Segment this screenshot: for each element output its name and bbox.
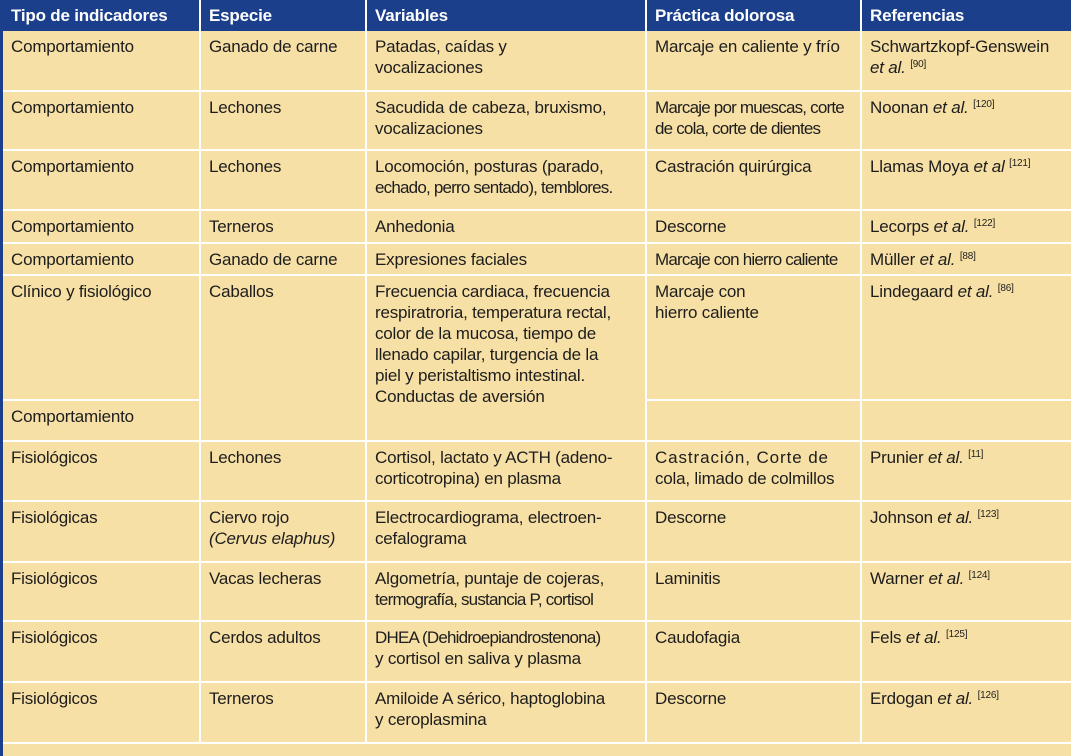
ref-number: [120] — [973, 99, 995, 110]
table-row — [3, 210, 1071, 243]
ref-etal: et al. — [919, 250, 956, 269]
cell-tipo: Fisiológicos — [3, 621, 200, 682]
cell-variables — [366, 501, 646, 562]
header-especie: Especie — [200, 0, 366, 31]
variables-line: Sacudida de cabeza, bruxismo, — [375, 98, 607, 117]
ref-etal: et al. — [927, 448, 964, 467]
variables-line: cefalograma — [375, 529, 467, 548]
ref-author: Lindegaard — [870, 282, 954, 301]
cell-practica: Marcaje en caliente y frío — [646, 31, 861, 91]
variables-line: Amiloide A sérico, haptoglobina — [375, 689, 606, 708]
variables-line: vocalizaciones — [375, 58, 483, 77]
cell-practica — [646, 441, 861, 501]
cell-variables: Expresiones faciales — [366, 243, 646, 275]
ref-etal: et al. — [928, 569, 965, 588]
ref-number: [126] — [977, 690, 999, 701]
variables-line: Locomoción, posturas (parado, — [375, 157, 604, 176]
cell-practica: Descorne — [646, 501, 861, 562]
variables-line: Patadas, caídas y — [375, 37, 507, 56]
variables-line: piel y peristaltismo intestinal. — [375, 366, 585, 385]
variables-line: Algometría, puntaje de cojeras, — [375, 569, 605, 588]
table-row — [3, 562, 1071, 621]
cell-practica — [646, 275, 861, 400]
variables-line: Cortisol, lactato y ACTH (adeno- — [375, 448, 613, 467]
practica-line: Marcaje por muescas, corte — [655, 98, 844, 117]
cell-tipo: Comportamiento — [3, 31, 200, 91]
practica-line: Castración, Corte de — [655, 448, 829, 467]
cell-referencia — [861, 441, 1071, 501]
header-variables: Variables — [366, 0, 646, 31]
especie-line: (Cervus elaphus) — [209, 529, 336, 548]
cell-practica — [646, 400, 861, 441]
cell-especie: Lechones — [200, 441, 366, 501]
cell-tipo: Fisiológicos — [3, 441, 200, 501]
cell-tipo: Comportamiento — [3, 243, 200, 275]
cell-practica: Descorne — [646, 682, 861, 743]
cell-referencia — [861, 621, 1071, 682]
ref-etal: et al. — [933, 217, 970, 236]
table-row — [3, 150, 1071, 210]
cell-referencia — [861, 210, 1071, 243]
ref-author: Müller — [870, 250, 916, 269]
cell-variables — [366, 441, 646, 501]
cell-tipo: Fisiológicos — [3, 682, 200, 743]
header-referencias: Referencias — [861, 0, 1071, 31]
cell-variables — [366, 682, 646, 743]
cell-practica — [646, 91, 861, 150]
cell-referencia — [861, 243, 1071, 275]
cell-tipo: Comportamiento — [3, 210, 200, 243]
table-row — [3, 243, 1071, 275]
cell-referencia — [861, 275, 1071, 400]
cell-especie: Ganado de carne — [200, 31, 366, 91]
ref-number: [122] — [973, 218, 996, 229]
cell-tipo: Comportamiento — [3, 91, 200, 150]
ref-author: Erdogan — [870, 689, 933, 708]
practica-line: hierro caliente — [655, 303, 759, 322]
table-row — [3, 91, 1071, 150]
cell-especie: Terneros — [200, 210, 366, 243]
ref-author: Prunier — [870, 448, 924, 467]
especie-line: Ciervo rojo — [209, 508, 289, 527]
cell-variables — [366, 562, 646, 621]
cell-referencia — [861, 91, 1071, 150]
cell-referencia — [861, 150, 1071, 210]
ref-number: [124] — [968, 570, 990, 581]
ref-number: [11] — [968, 449, 984, 460]
cell-especie — [200, 501, 366, 562]
table-header-row — [3, 0, 1071, 31]
variables-line: DHEA (Dehidroepiandrostenona) — [375, 628, 601, 647]
ref-etal: et al — [973, 157, 1005, 176]
ref-number: [121] — [1009, 158, 1031, 169]
ref-etal: et al. — [905, 628, 942, 647]
cell-referencia — [861, 31, 1071, 91]
variables-line: corticotropina) en plasma — [375, 469, 561, 488]
cell-variables — [366, 621, 646, 682]
variables-line: Conductas de aversión — [375, 387, 545, 406]
cell-referencia — [861, 682, 1071, 743]
practica-line: de cola, corte de dientes — [655, 119, 821, 138]
table-row — [3, 441, 1071, 501]
variables-line: respiratroria, temperatura rectal, — [375, 303, 612, 322]
ref-etal: et al. — [870, 58, 906, 77]
ref-author: Schwartzkopf-Genswein — [870, 37, 1050, 56]
ref-author: Johnson — [870, 508, 933, 527]
ref-etal: et al. — [932, 98, 969, 117]
cell-especie: Caballos — [200, 275, 366, 441]
cell-especie: Terneros — [200, 682, 366, 743]
table-row — [3, 31, 1071, 91]
cell-variables — [366, 31, 646, 91]
ref-author: Warner — [870, 569, 924, 588]
variables-line: vocalizaciones — [375, 119, 483, 138]
table-row — [3, 501, 1071, 562]
cell-variables — [366, 150, 646, 210]
cell-tipo: Comportamiento — [3, 400, 200, 441]
cell-practica: Castración quirúrgica — [646, 150, 861, 210]
ref-author: Lecorps — [870, 217, 930, 236]
ref-author: Noonan — [870, 98, 929, 117]
cell-tipo: Clínico y fisiológico — [3, 275, 200, 400]
variables-line: color de la mucosa, tiempo de — [375, 324, 596, 343]
header-practica-dolorosa: Práctica dolorosa — [646, 0, 861, 31]
cell-especie: Ganado de carne — [200, 243, 366, 275]
cell-practica: Marcaje con hierro caliente — [646, 243, 861, 275]
variables-line: llenado capilar, turgencia de la — [375, 345, 599, 364]
ref-number: [88] — [959, 251, 976, 262]
variables-line: Electrocardiograma, electroen- — [375, 508, 602, 527]
ref-etal: et al. — [937, 508, 974, 527]
table-row — [3, 682, 1071, 743]
variables-line: termografía, sustancia P, cortisol — [375, 590, 594, 609]
variables-line: y ceroplasmina — [375, 710, 487, 729]
table-row — [3, 275, 1071, 400]
cell-referencia — [861, 562, 1071, 621]
ref-author: Llamas Moya — [870, 157, 969, 176]
ref-author: Fels — [870, 628, 902, 647]
cell-variables — [366, 91, 646, 150]
cell-practica: Caudofagia — [646, 621, 861, 682]
cell-especie: Vacas lecheras — [200, 562, 366, 621]
cell-referencia — [861, 501, 1071, 562]
variables-line: Frecuencia cardiaca, frecuencia — [375, 282, 610, 301]
cell-practica: Laminitis — [646, 562, 861, 621]
cell-tipo: Fisiológicas — [3, 501, 200, 562]
variables-line: y cortisol en saliva y plasma — [375, 649, 581, 668]
cell-especie: Lechones — [200, 91, 366, 150]
pain-indicators-table — [3, 0, 1071, 744]
cell-referencia — [861, 400, 1071, 441]
ref-etal: et al. — [957, 282, 994, 301]
ref-etal: et al. — [937, 689, 974, 708]
header-tipo-indicadores: Tipo de indicadores — [3, 0, 200, 31]
table-row — [3, 621, 1071, 682]
ref-number: [90] — [910, 59, 927, 70]
cell-tipo: Fisiológicos — [3, 562, 200, 621]
variables-line: echado, perro sentado), temblores. — [375, 178, 613, 197]
cell-variables: Anhedonia — [366, 210, 646, 243]
ref-number: [123] — [977, 509, 999, 520]
practica-line: Marcaje con — [655, 282, 746, 301]
cell-practica: Descorne — [646, 210, 861, 243]
cell-especie: Lechones — [200, 150, 366, 210]
cell-tipo: Comportamiento — [3, 150, 200, 210]
cell-variables — [366, 275, 646, 441]
ref-number: [86] — [997, 283, 1014, 294]
ref-number: [125] — [946, 629, 968, 640]
cell-especie: Cerdos adultos — [200, 621, 366, 682]
practica-line: cola, limado de colmillos — [655, 469, 835, 488]
